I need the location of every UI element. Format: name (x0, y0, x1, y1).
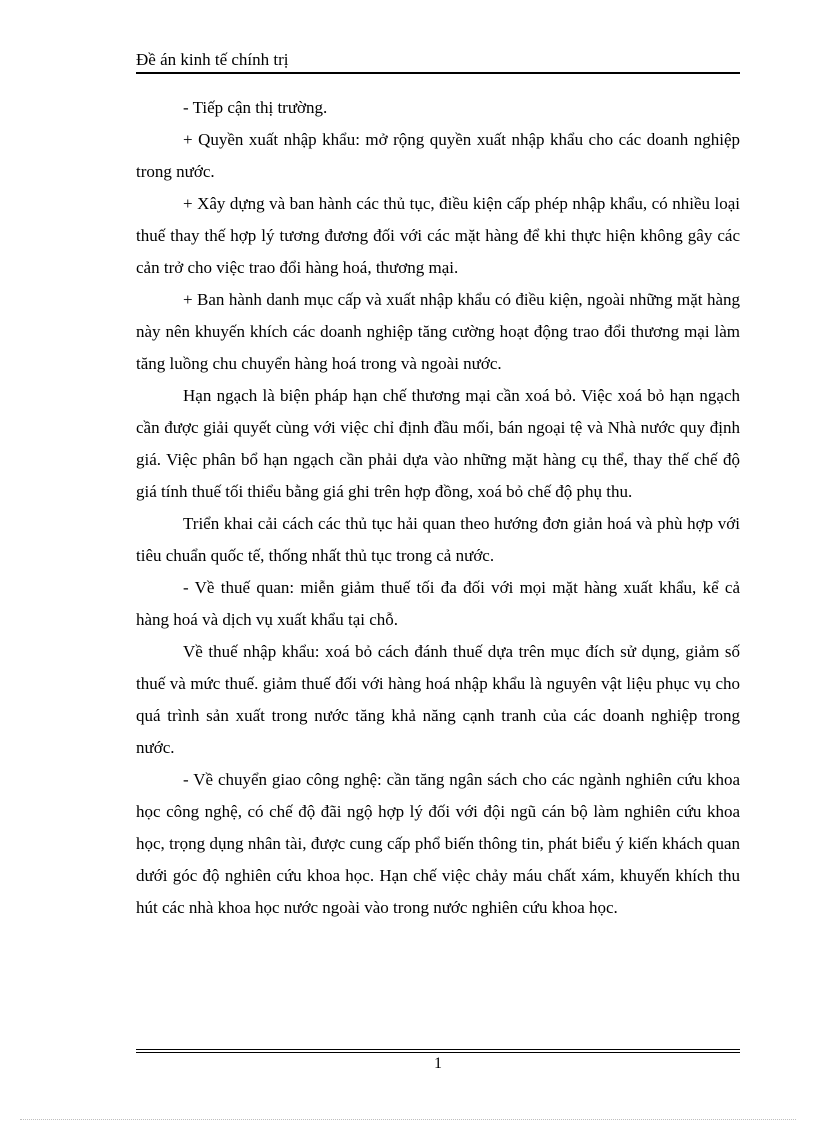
paragraph-market-access: - Tiếp cận thị trường. (183, 98, 328, 117)
paragraph-conditional-list: + Ban hành danh mục cấp và xuất nhập khẩu có điều kiện, ngoài những mặt hàng này nên khuyến khích các doanh nghiệp tăng cường hoạt động trao đổi thương mại làm tăng luồng chu chuyển hàng hoá trong và ngoài nước. (136, 290, 740, 373)
document-body (136, 92, 740, 924)
paragraph-licensing-procedures: + Xây dựng và ban hành các thủ tục, điều kiện cấp phép nhập khẩu, có nhiều loại thuế thay thế hợp lý tương đương đối với các mặt hàng để khi thực hiện không gây các cản trở cho việc trao đổi hàng hoá, thương mại. (136, 194, 740, 277)
paragraph-import-export-rights: + Quyền xuất nhập khẩu: mở rộng quyền xuất nhập khẩu cho các doanh nghiệp trong nước. (136, 130, 740, 181)
page-header (136, 50, 740, 74)
paragraph-tariffs: - Về thuế quan: miễn giảm thuế tối đa đối với mọi mặt hàng xuất khẩu, kể cả hàng hoá và dịch vụ xuất khẩu tại chỗ. (136, 578, 740, 629)
page-number: 1 (434, 1055, 442, 1072)
paragraph-import-tax: Về thuế nhập khẩu: xoá bỏ cách đánh thuế dựa trên mục đích sử dụng, giảm số thuế và mức thuế. giảm thuế đối với hàng hoá nhập khẩu là nguyên vật liệu phục vụ cho quá trình sản xuất trong nước tăng khả năng cạnh tranh của các doanh nghiệp trong nước. (136, 642, 740, 757)
document-title: Đề án kinh tế chính trị (136, 50, 289, 69)
paragraph-customs-reform: Triển khai cải cách các thủ tục hải quan theo hướng đơn giản hoá và phù hợp với tiêu chuẩn quốc tế, thống nhất thủ tục trong cả nước. (136, 514, 740, 565)
paragraph-technology-transfer: - Về chuyển giao công nghệ: cần tăng ngân sách cho các ngành nghiên cứu khoa học công nghệ, có chế độ đãi ngộ hợp lý đối với đội ngũ cán bộ làm nghiên cứu khoa học, trọng dụng nhân tài, được cung cấp phổ biến thông tin, phát biểu ý kiến khách quan dưới góc độ nghiên cứu khoa học. Hạn chế việc chảy máu chất xám, khuyến khích thu hút các nhà khoa học nước ngoài vào trong nước nghiên cứu khoa học. (136, 770, 740, 917)
footer-divider-bottom (136, 1052, 740, 1053)
paragraph-quota: Hạn ngạch là biện pháp hạn chế thương mại cần xoá bỏ. Việc xoá bỏ hạn ngạch cần được giải quyết cùng với việc chỉ định đầu mối, bán ngoại tệ và Nhà nước quy định giá. Việc phân bổ hạn ngạch cần phải dựa vào những mặt hàng cụ thể, thay thế chế độ giá tính thuế tối thiểu bằng giá ghi trên hợp đồng, xoá bỏ chế độ phụ thu. (136, 386, 740, 501)
page-bottom-edge (20, 1119, 796, 1120)
footer-divider-top (136, 1049, 740, 1050)
